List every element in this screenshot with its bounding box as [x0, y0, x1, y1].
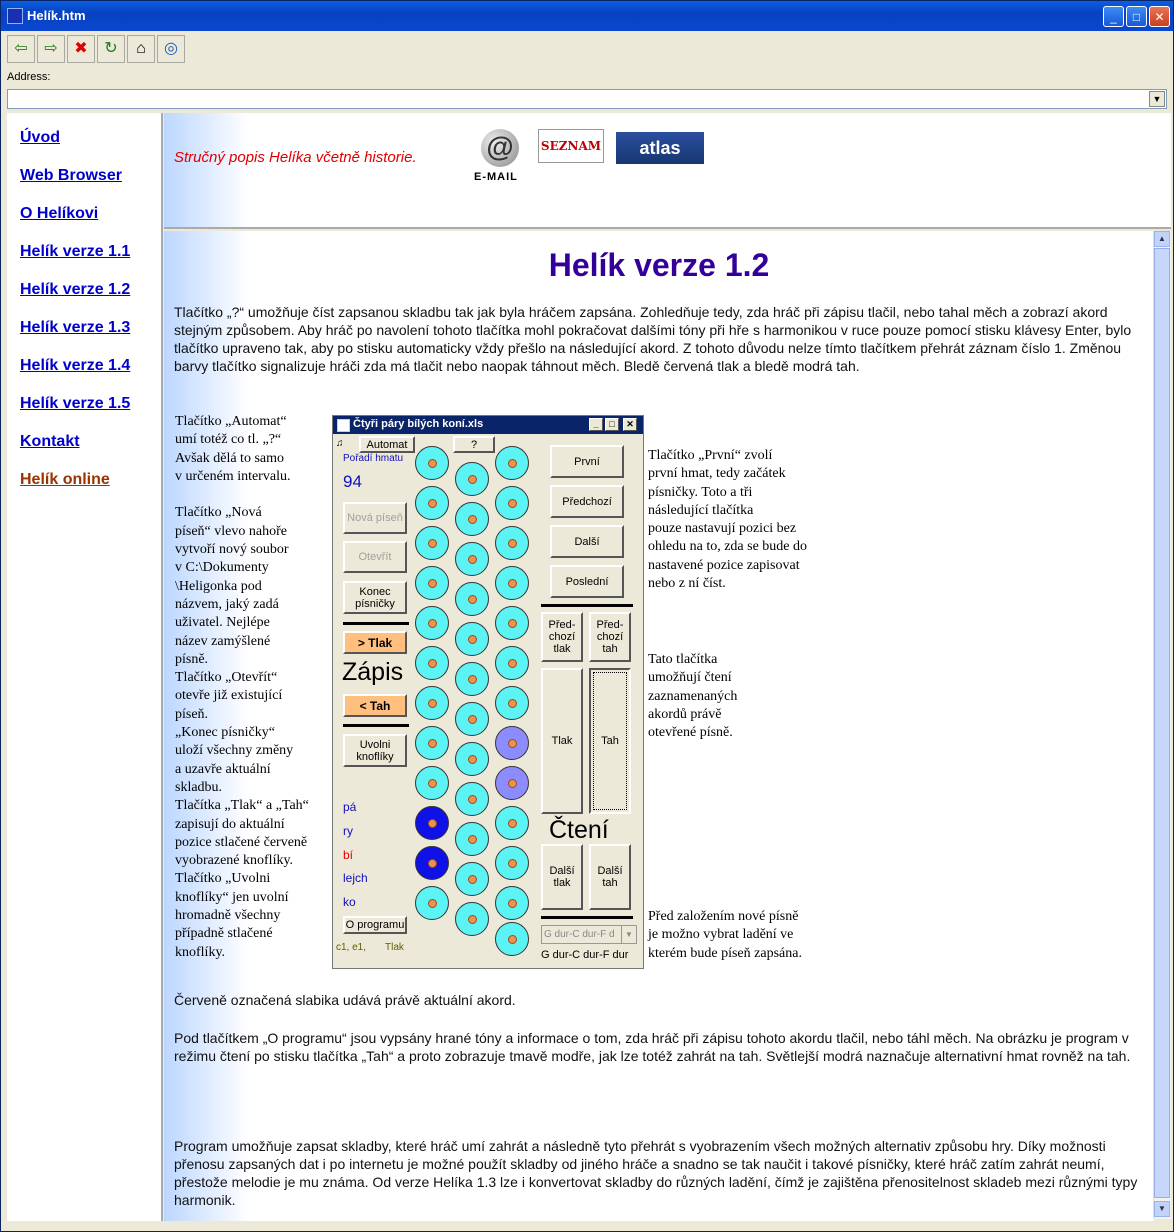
- knob[interactable]: [495, 886, 529, 920]
- knob[interactable]: [455, 862, 489, 896]
- nav-link-o-helikovi[interactable]: O Helíkovi: [20, 205, 99, 222]
- knob[interactable]: [495, 806, 529, 840]
- knob[interactable]: [495, 686, 529, 720]
- header-frame: [164, 113, 1171, 229]
- nav-link-verze-1-3[interactable]: Helík verze 1.3: [20, 319, 131, 336]
- dalsi-tah-button[interactable]: Další tah: [589, 844, 631, 910]
- app-icon: [7, 8, 23, 24]
- email-link[interactable]: [474, 129, 526, 191]
- divider: [343, 724, 409, 727]
- nav-link-verze-1-2[interactable]: Helík verze 1.2: [20, 281, 131, 298]
- refresh-icon[interactable]: ↻: [97, 35, 125, 63]
- address-dropdown-icon[interactable]: ▼: [1149, 91, 1165, 107]
- knob-alternative[interactable]: [495, 766, 529, 800]
- predchozi-tlak-button[interactable]: Před-chozí tlak: [541, 612, 583, 662]
- forward-icon[interactable]: ⇨: [37, 35, 65, 63]
- nav-link-verze-1-4[interactable]: Helík verze 1.4: [20, 357, 131, 374]
- tlak-write-button[interactable]: > Tlak: [343, 631, 407, 654]
- automat-button[interactable]: Automat: [359, 436, 415, 453]
- app-close-icon[interactable]: ✕: [623, 418, 637, 431]
- konec-pisnicky-button[interactable]: Konec písničky: [343, 581, 407, 614]
- knob[interactable]: [455, 502, 489, 536]
- knob[interactable]: [495, 846, 529, 880]
- knob-alternative[interactable]: [495, 726, 529, 760]
- knob[interactable]: [455, 622, 489, 656]
- knob[interactable]: [455, 462, 489, 496]
- predchozi-tah-button[interactable]: Před-chozí tah: [589, 612, 631, 662]
- uvolni-knofliky-button[interactable]: Uvolni knoflíky: [343, 734, 407, 767]
- seznam-logo-link[interactable]: SEZNAM: [538, 129, 604, 163]
- excel-icon: [337, 419, 350, 432]
- syllable: ko: [343, 895, 356, 909]
- close-button[interactable]: ✕: [1149, 6, 1170, 27]
- page-title: Helík verze 1.2: [548, 247, 770, 283]
- tlak-read-button[interactable]: Tlak: [541, 668, 583, 814]
- back-icon[interactable]: ⇦: [7, 35, 35, 63]
- knob[interactable]: [455, 742, 489, 776]
- knob[interactable]: [455, 542, 489, 576]
- knob[interactable]: [495, 446, 529, 480]
- posledni-button[interactable]: Poslední: [550, 565, 624, 598]
- right-column-text-1: Tlačítko „První“ zvolí první hmat, tedy začátek písničky. Toto a tři následující tlačítka pouze nastavují pozici bez ohledu na to, zda se bude do nastavené pozice zapisovat nebo z ní číst.: [648, 448, 808, 592]
- divider: [541, 604, 633, 607]
- syllable: pá: [343, 800, 357, 814]
- nav-link-kontakt[interactable]: Kontakt: [20, 433, 80, 450]
- maximize-button[interactable]: □: [1126, 6, 1147, 27]
- home-icon[interactable]: ⌂: [127, 35, 155, 63]
- knob[interactable]: [415, 726, 449, 760]
- paragraph-o-programu: Pod tlačítkem „O programu“ jsou vypsány hrané tóny a informace o tom, zda hráč při zápisu tohoto akordu tlačil, nebo táhl měch. Na obrázku je program v režimu čtení po stisku tlačítka „Tah“ a proto zobrazuje tmavě modře, jak lze totéž zahrát na tah. Světlejší modrá naznačuje alternativní hmat rovněž na tah.: [174, 1030, 1131, 1064]
- scroll-down-icon[interactable]: ▼: [1154, 1201, 1170, 1217]
- knob-pressed[interactable]: [415, 806, 449, 840]
- intro-paragraph: Tlačítko „?“ umožňuje číst zapsanou skladbu tak jak byla hráčem zapsána. Zohledňuje tedy, zda hráč při zápisu tlačil, nebo tahal měch a zobrazí akord stejným způsobem. Aby hráč po navolení tohoto tlačítka mohl pokračovat dalšími tóny při hře s harmonikou v ruce pouze pomocí stisku klávesy Enter, bylo tlačítko upraveno tak, aby po stisku automaticky vždy přešlo na následující akord. Z tohoto důvodu nelze tímto tlačítkem přehrát záznam číslo 1. Změnou barvy tlačítko signalizuje hráči zda má tlačit nebo naopak táhnout měch. Bledě červená tlak a bledě modrá tah.: [174, 304, 1132, 374]
- divider: [343, 622, 409, 625]
- tah-write-button[interactable]: < Tah: [343, 694, 407, 717]
- app-maximize-icon[interactable]: □: [605, 418, 619, 431]
- paragraph-current-syllable: Červeně označená slabika udává právě aktuální akord.: [174, 992, 516, 1008]
- header-description: Stručný popis Helíka včetně historie.: [174, 149, 417, 166]
- dalsi-tlak-button[interactable]: Další tlak: [541, 844, 583, 910]
- divider: [541, 916, 633, 919]
- knob[interactable]: [455, 902, 489, 936]
- syllable: ry: [343, 824, 353, 838]
- address-label: Address:: [7, 71, 51, 83]
- knob[interactable]: [455, 822, 489, 856]
- knob[interactable]: [415, 446, 449, 480]
- email-icon: @: [481, 129, 519, 167]
- nav-link-uvod[interactable]: Úvod: [20, 129, 60, 146]
- tuning-select[interactable]: [541, 925, 637, 944]
- nav-frame: [7, 113, 163, 1221]
- window-title: Helík.htm: [27, 8, 86, 23]
- knob[interactable]: [415, 686, 449, 720]
- dalsi-button[interactable]: Další: [550, 525, 624, 558]
- knob-pressed[interactable]: [415, 846, 449, 880]
- poradi-label: Pořadí hmatu: [343, 453, 404, 464]
- right-column-text-3: Před založením nové písně je možno vybrat ladění ve kterém bude píseň zapsána.: [648, 909, 802, 961]
- nav-link-verze-1-5[interactable]: Helík verze 1.5: [20, 395, 131, 412]
- knob[interactable]: [415, 766, 449, 800]
- tuning-label: G dur-C dur-F dur: [541, 949, 629, 961]
- knob[interactable]: [495, 486, 529, 520]
- mode-label: Tlak: [385, 942, 404, 953]
- syllable: lejch: [343, 871, 368, 885]
- content-frame: [164, 231, 1154, 1221]
- knob[interactable]: [455, 702, 489, 736]
- content-scrollbar[interactable]: [1153, 231, 1171, 1219]
- question-button[interactable]: ?: [453, 436, 495, 453]
- app-logo-icon: ♫: [336, 438, 344, 449]
- knob[interactable]: [495, 606, 529, 640]
- stop-icon[interactable]: ✖: [67, 35, 95, 63]
- poradi-value: 94: [343, 472, 362, 491]
- app-title-bar: [333, 416, 643, 434]
- knob[interactable]: [415, 486, 449, 520]
- knob[interactable]: [415, 566, 449, 600]
- title-bar: [1, 1, 1173, 31]
- knob[interactable]: [415, 526, 449, 560]
- cteni-label: Čtení: [549, 816, 609, 844]
- left-column-text: Tlačítko „Automat“ umí totéž co tl. „?“ Avšak dělá to samo v určeném intervalu. Tlačítko „Nová píseň“ vlevo nahoře vytvoří nový soubor v C:\Dokumenty \Heligonka pod názvem, jaký zadá uživatel. Nejlépe název zamýšlené písně. Tlačítko „Otevřít“ otevře již existující píseň. „Konec písničky“ uloží všechny změny a uzavře aktuální skladbu. Tlačítka „Tlak“ a „Tah“ zapisují do aktuální pozice stlačené červeně vyobrazené knoflíky. Tlačítko „Uvolni knoflíky“ jen uvolní hromadně všechny případně stlačené knoflíky.: [175, 414, 309, 960]
- otevrit-button[interactable]: Otevřít: [343, 541, 407, 573]
- o-programu-button[interactable]: O programu: [343, 916, 407, 934]
- knob[interactable]: [455, 662, 489, 696]
- right-column-text-2: Tato tlačítka umožňují čtení zaznamenaných akordů právě otevřené písně.: [648, 652, 738, 741]
- knob[interactable]: [415, 606, 449, 640]
- prvni-button[interactable]: První: [550, 445, 624, 478]
- minimize-button[interactable]: _: [1103, 6, 1124, 27]
- knob[interactable]: [415, 646, 449, 680]
- knob[interactable]: [495, 646, 529, 680]
- app-minimize-icon[interactable]: _: [589, 418, 603, 431]
- nav-link-web-browser[interactable]: Web Browser: [20, 167, 122, 184]
- knob[interactable]: [415, 886, 449, 920]
- scroll-up-icon[interactable]: ▲: [1154, 231, 1170, 247]
- tuning-select-value: G dur-C dur-F d: [544, 929, 615, 940]
- nav-link-verze-1-1[interactable]: Helík verze 1.1: [20, 243, 131, 260]
- search-icon[interactable]: ◎: [157, 35, 185, 63]
- address-input[interactable]: [7, 89, 1167, 109]
- atlas-logo-link[interactable]: atlas: [616, 132, 704, 164]
- knob[interactable]: [455, 582, 489, 616]
- email-label: E-MAIL: [474, 171, 518, 183]
- app-screenshot: [332, 415, 644, 969]
- nav-link-helik-online[interactable]: Helík online: [20, 471, 110, 488]
- scroll-thumb[interactable]: [1154, 248, 1170, 1198]
- paragraph-program: Program umožňuje zapsat skladby, které hráč umí zahrát a následně tyto přehrát s vyobrazením všech možných alternativ způsobu hry. Díky možnosti přenosu zapsaných dat i po internetu je možné použít skladby od jiného hráče a snadno se tak naučit i takové písničky, které hráč zatím zahrát neumí, přestože melodie je mu známa. Od verze Helíka 1.3 lze i konvertovat skladby do různých ladění, čímž je zajištěna přenositelnost skladeb mezi různými typy harmonik.: [174, 1138, 1138, 1208]
- app-title: Čtyři páry bílých koní.xls: [353, 418, 484, 430]
- knob[interactable]: [495, 526, 529, 560]
- zapis-label: Zápis: [342, 658, 404, 686]
- tones-label: c1, e1,: [336, 942, 367, 953]
- knob[interactable]: [495, 922, 529, 956]
- knob[interactable]: [455, 782, 489, 816]
- chevron-down-icon[interactable]: ▼: [621, 926, 636, 943]
- tah-read-button[interactable]: Tah: [589, 668, 631, 814]
- syllable-current: bí: [343, 848, 354, 862]
- nova-pisen-button[interactable]: Nová píseň: [343, 502, 407, 534]
- predchozi-button[interactable]: Předchozí: [550, 485, 624, 518]
- knob[interactable]: [495, 566, 529, 600]
